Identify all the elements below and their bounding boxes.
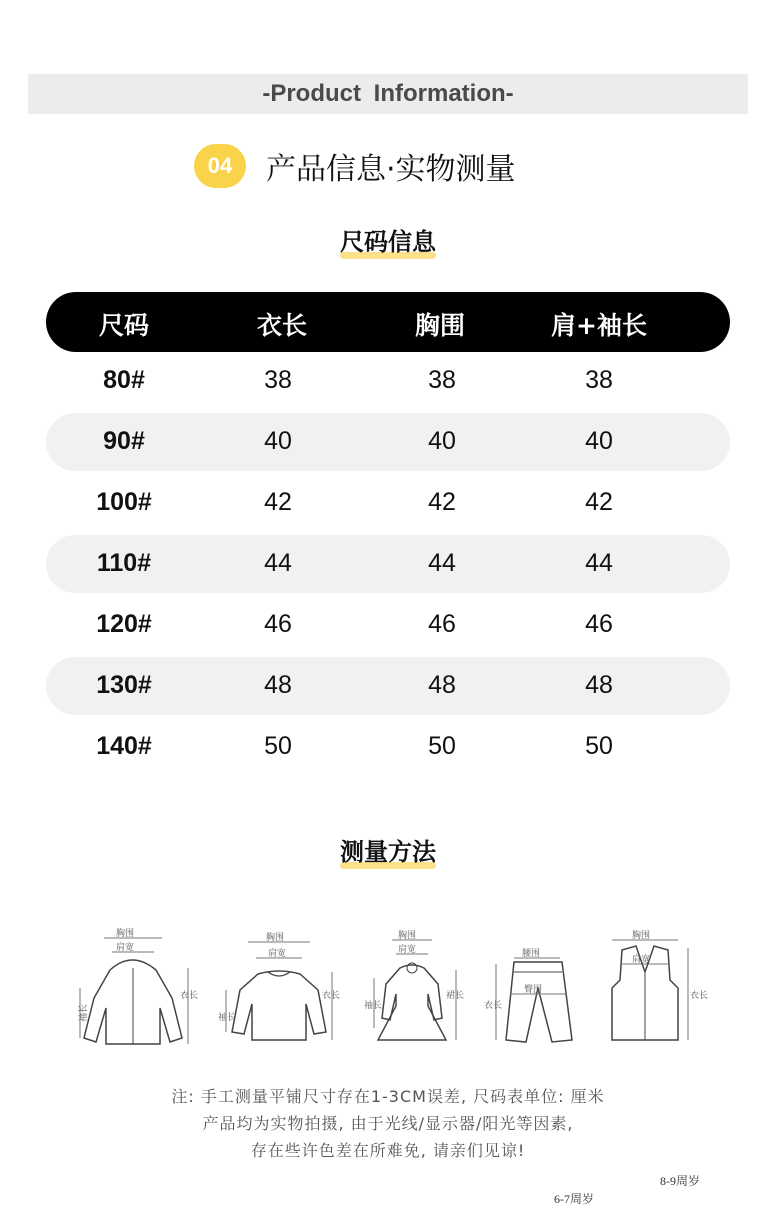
cell-shoulder-sleeve: 50 <box>585 732 613 760</box>
age-label-6-7: 6-7周岁 <box>554 1192 594 1206</box>
cell-length: 44 <box>264 549 292 577</box>
cell-size: 80# <box>103 366 145 394</box>
vest-diagram <box>598 928 718 1058</box>
cell-chest: 40 <box>428 427 456 455</box>
cell-length: 38 <box>264 366 292 394</box>
cell-chest: 42 <box>428 488 456 516</box>
label-chest: 胸围 <box>116 929 135 939</box>
section-number-badge: 04 <box>194 144 246 188</box>
cell-size: 140# <box>96 732 152 760</box>
sweatshirt-icon <box>218 928 341 1058</box>
cell-length: 50 <box>264 732 292 760</box>
cell-size: 130# <box>96 671 152 699</box>
table-row <box>46 535 730 593</box>
vest-icon <box>598 928 718 1058</box>
dress-icon <box>352 928 472 1058</box>
cell-size: 110# <box>96 549 152 577</box>
column-header-size: 尺码 <box>98 311 149 340</box>
cell-shoulder-sleeve: 42 <box>585 488 613 516</box>
table-row <box>46 596 730 654</box>
size-table-header <box>46 292 730 352</box>
note-line-2: 产品均为实物拍摄, 由于光线/显示器/阳光等因素, <box>202 1114 574 1133</box>
label-shoulder: 肩宽 <box>116 943 135 953</box>
column-header-shoulder-sleeve: 肩+袖长 <box>551 311 647 340</box>
label-length: 衣长 <box>484 1001 503 1011</box>
cell-length: 42 <box>264 488 292 516</box>
age-label-8-9: 8-9周岁 <box>660 1174 700 1188</box>
cell-size: 120# <box>96 610 152 638</box>
dress-diagram <box>352 928 472 1058</box>
cell-shoulder-sleeve: 46 <box>585 610 613 638</box>
cell-length: 46 <box>264 610 292 638</box>
size-info-heading <box>0 222 776 257</box>
label-chest: 胸围 <box>632 931 651 941</box>
cell-size: 90# <box>103 427 145 455</box>
label-chest: 胸围 <box>398 931 417 941</box>
label-sleeve: 袖长 <box>364 1001 383 1011</box>
cell-shoulder-sleeve: 38 <box>585 366 613 394</box>
label-length: 衣长 <box>322 991 341 1001</box>
label-length: 衣长 <box>690 991 709 1001</box>
label-shoulder: 肩宽 <box>632 955 651 965</box>
sweatshirt-diagram <box>218 928 341 1058</box>
cell-length: 40 <box>264 427 292 455</box>
label-skirt: 裙长 <box>446 991 465 1001</box>
pants-diagram <box>480 928 600 1058</box>
pants-icon <box>480 928 600 1058</box>
section-title: 产品信息·实物测量 <box>266 152 516 187</box>
cell-chest: 50 <box>428 732 456 760</box>
measure-method-title: 测量方法 <box>340 832 436 867</box>
table-row <box>46 413 730 471</box>
label-shoulder: 肩宽 <box>398 945 417 955</box>
cell-shoulder-sleeve: 48 <box>585 671 613 699</box>
label-sleeve: 袖长 <box>79 1003 89 1022</box>
label-waist: 腰围 <box>522 949 541 959</box>
section-heading <box>194 140 516 192</box>
cell-chest: 46 <box>428 610 456 638</box>
cell-shoulder-sleeve: 44 <box>585 549 613 577</box>
cell-size: 100# <box>96 488 152 516</box>
cell-shoulder-sleeve: 40 <box>585 427 613 455</box>
column-header-chest: 胸围 <box>414 311 465 340</box>
label-shoulder: 肩宽 <box>268 949 287 959</box>
label-chest: 胸围 <box>266 933 285 943</box>
table-row <box>46 474 730 532</box>
table-row <box>46 352 730 410</box>
table-row <box>46 657 730 715</box>
column-header-length: 衣长 <box>256 311 307 340</box>
label-sleeve: 袖长 <box>218 1013 237 1023</box>
measure-method-heading <box>0 832 776 867</box>
cell-chest: 38 <box>428 366 456 394</box>
note-line-3: 存在些许色差在所难免, 请亲们见谅! <box>250 1141 526 1160</box>
size-info-title: 尺码信息 <box>340 222 436 257</box>
cell-length: 48 <box>264 671 292 699</box>
label-hip: 臀围 <box>524 985 543 995</box>
table-row <box>46 718 730 776</box>
jacket-diagram <box>72 928 199 1058</box>
note-line-1: 注: 手工测量平铺尺寸存在1-3CM误差, 尺码表单位: 厘米 <box>171 1087 605 1106</box>
product-info-banner: -Product Information- <box>28 74 748 114</box>
label-length: 衣长 <box>180 991 199 1001</box>
cell-chest: 48 <box>428 671 456 699</box>
jacket-icon <box>72 928 199 1058</box>
cell-chest: 44 <box>428 549 456 577</box>
